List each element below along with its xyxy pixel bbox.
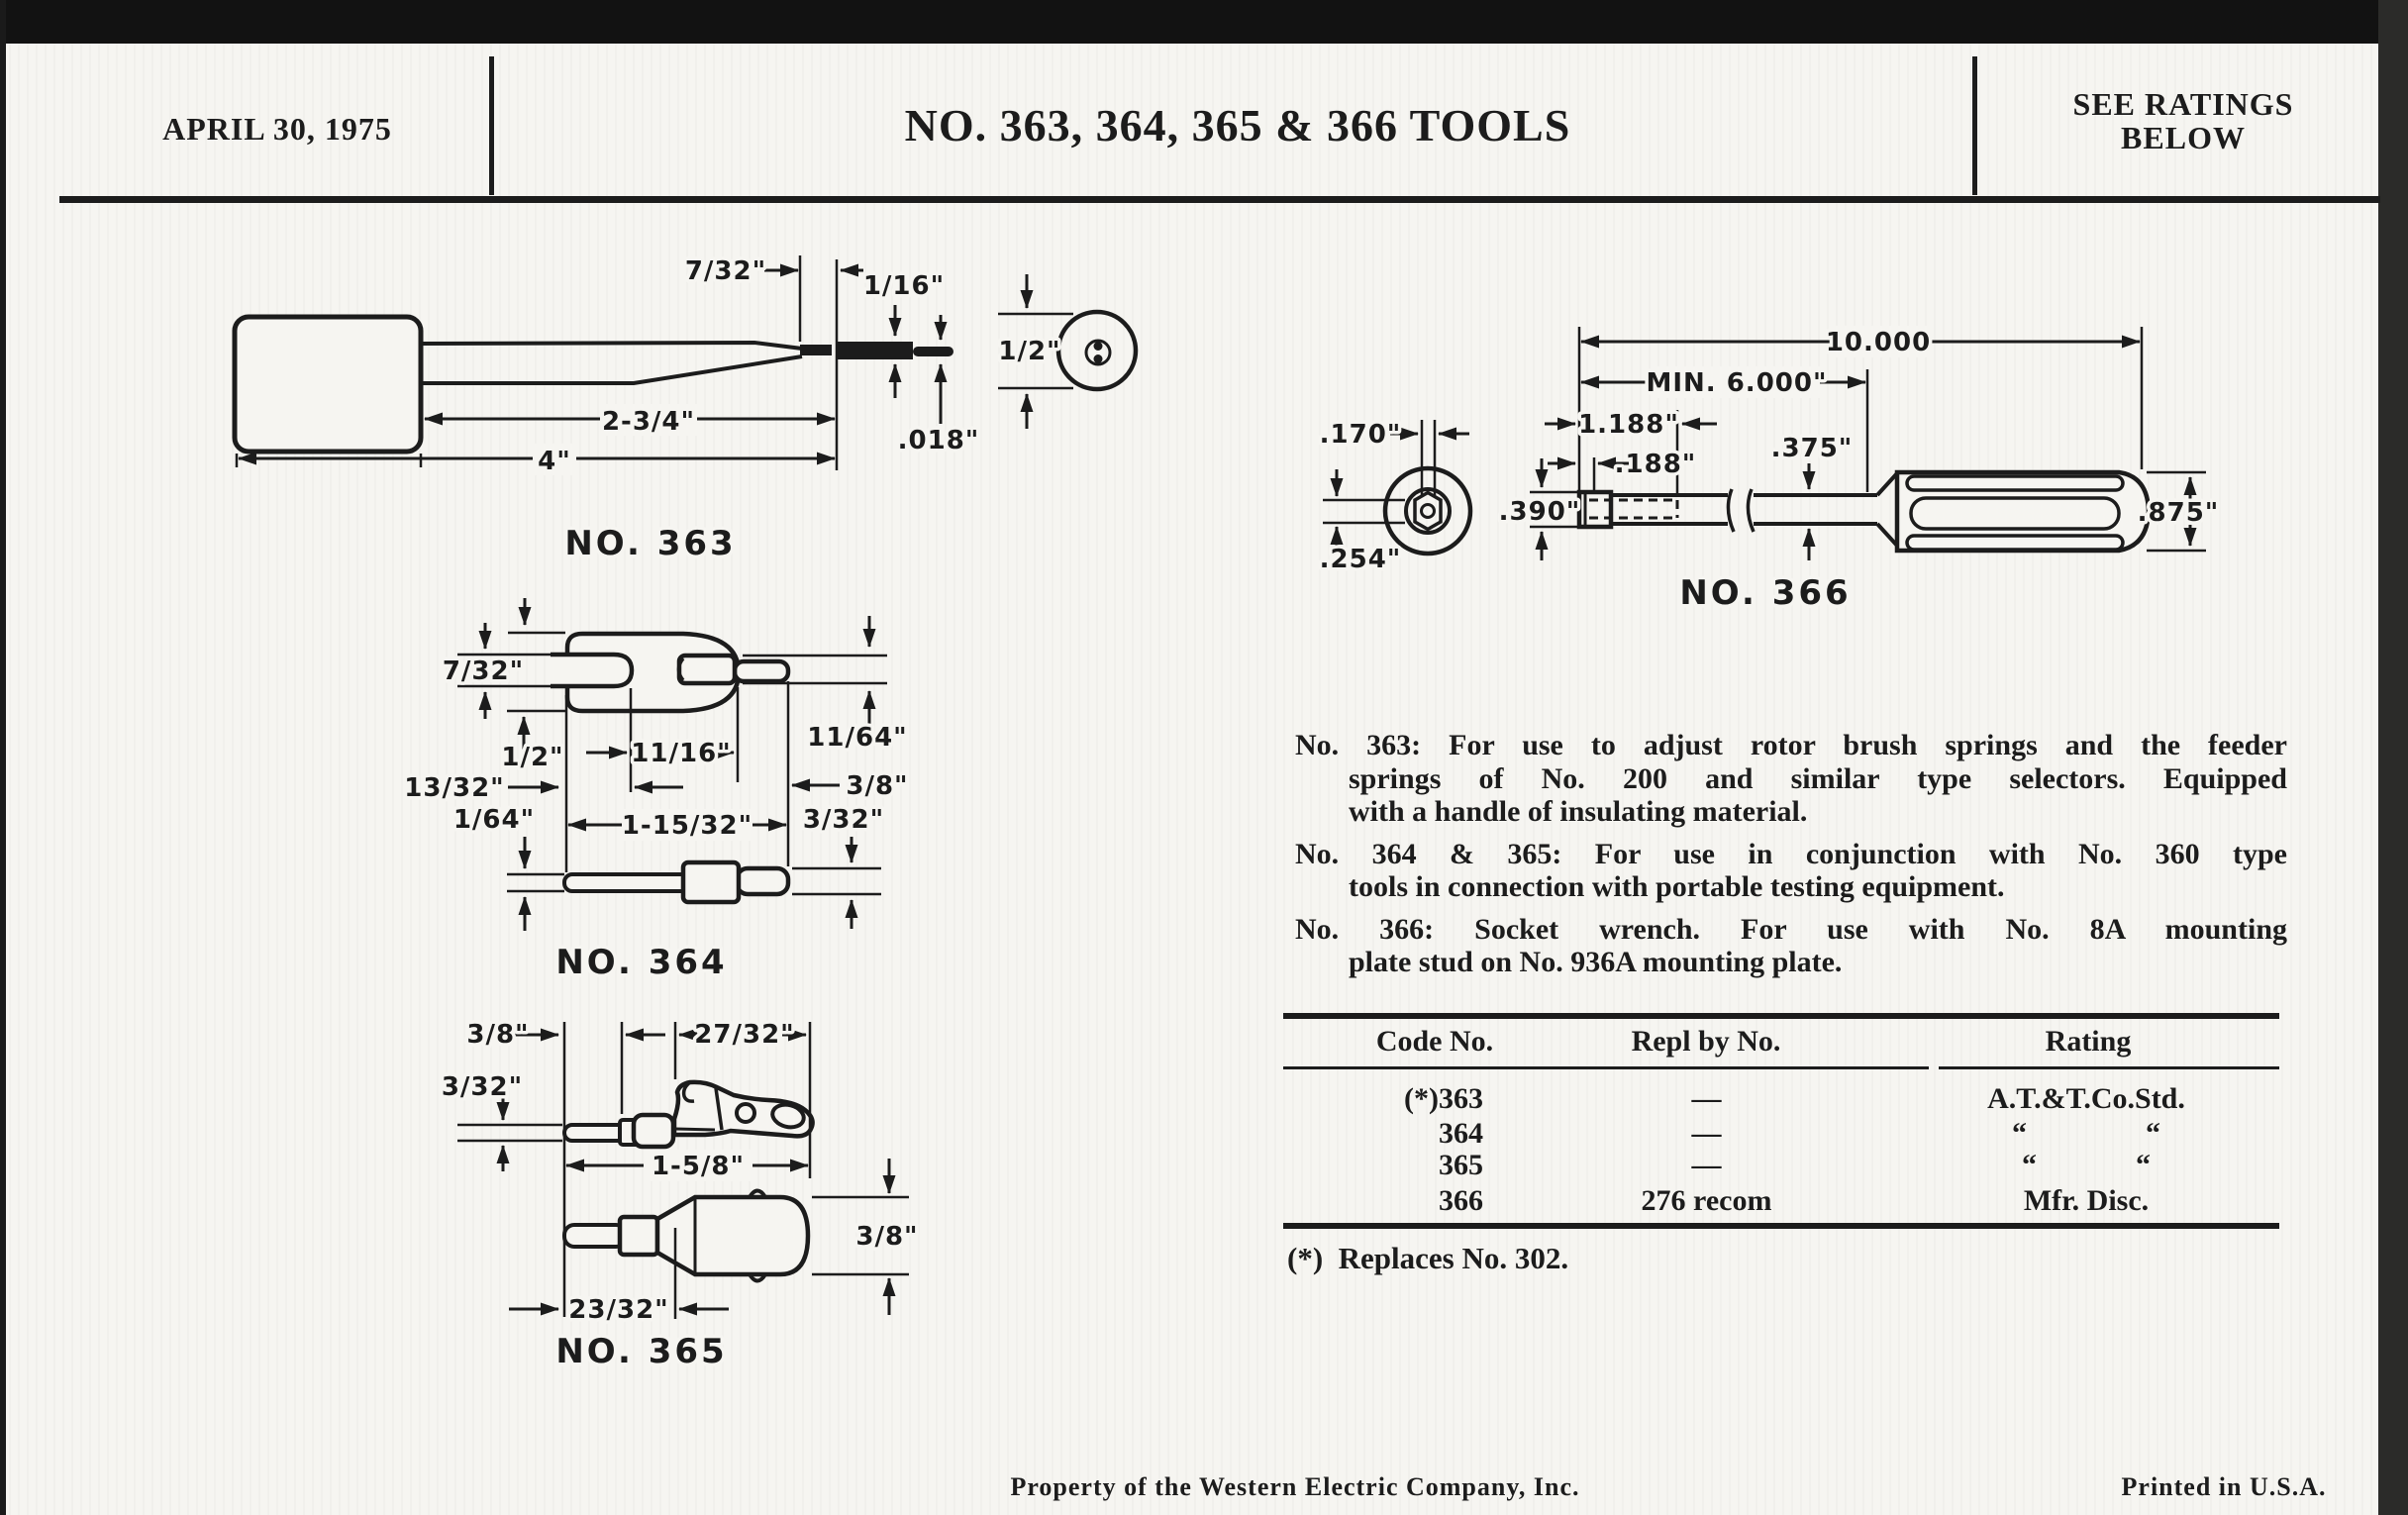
dim-366-min6: MIN. 6.000" — [1646, 368, 1828, 398]
dim-363-1-16: 1/16" — [862, 271, 946, 301]
dim-366-1188: 1.188" — [1578, 410, 1679, 440]
dim-364-7-32: 7/32" — [442, 656, 525, 686]
dim-366-875: .875" — [2137, 498, 2220, 528]
label-365: NO. 365 — [555, 1332, 728, 1371]
drawing-363 — [235, 255, 1136, 563]
column-header-repl: Repl by No. — [1631, 1025, 1781, 1058]
dim-365-27-32: 27/32" — [694, 1020, 795, 1050]
table-rule-bottom — [1283, 1223, 2279, 1229]
cell-rating: Mfr. Disc. — [2023, 1184, 2150, 1217]
dim-364-3-8: 3/8" — [846, 771, 909, 801]
dim-366-254: .254" — [1319, 545, 1402, 574]
cell-rating: A.T.&T.Co.Std. — [1987, 1082, 2185, 1115]
description-line: No. 363: For use to adjust rotor brush springs and the feeder — [1295, 729, 2287, 761]
dim-363-7-32: 7/32" — [684, 256, 767, 286]
dim-364-11-64: 11/64" — [807, 723, 908, 753]
cell-repl: — — [1691, 1082, 1722, 1115]
tool-descriptions — [1295, 729, 2287, 988]
dim-365-1-5-8: 1-5/8" — [651, 1152, 746, 1181]
description-line: No. 366: Socket wrench. For use with No. 8A mounting — [1295, 912, 2287, 946]
drawing-366 — [1320, 326, 2220, 613]
cell-rating: “ “ — [2012, 1117, 2160, 1150]
description-line: springs of No. 200 and similar type selectors. Equipped — [1349, 761, 2287, 795]
column-header-rating: Rating — [2045, 1025, 2132, 1058]
dim-363-1-2: 1/2" — [998, 337, 1061, 366]
dim-364-1-2: 1/2" — [501, 743, 564, 772]
dim-366-170: .170" — [1319, 420, 1402, 450]
dim-364-11-16: 11/16" — [631, 739, 732, 768]
dim-365-3-32: 3/32" — [441, 1072, 524, 1102]
dim-363-4: 4" — [538, 447, 571, 476]
cell-rating: “ “ — [2021, 1149, 2151, 1181]
description-line: No. 364 & 365: For use in conjunction with No. 360 type — [1295, 837, 2287, 870]
see-ratings-line2: BELOW — [2121, 120, 2246, 155]
table-rule-mid-left — [1283, 1066, 1929, 1069]
table-footnote: (*) Replaces No. 302. — [1287, 1241, 1569, 1275]
dim-364-3-32: 3/32" — [802, 805, 885, 835]
see-ratings-line1: SEE RATINGS — [2072, 86, 2294, 122]
description-364-365 — [1295, 838, 2287, 904]
cell-code: 366 — [1439, 1184, 1483, 1217]
dim-365-23-32: 23/32" — [568, 1295, 669, 1325]
footer-property-note: Property of the Western Electric Company, Inc. — [1010, 1472, 1580, 1501]
page-title: NO. 363, 364, 365 & 366 TOOLS — [904, 100, 1571, 151]
dim-364-13-32: 13/32" — [404, 773, 505, 803]
label-366: NO. 366 — [1679, 573, 1852, 613]
footer-printed-note: Printed in U.S.A. — [2121, 1472, 2327, 1501]
cell-repl: 276 recom — [1641, 1184, 1772, 1217]
table-rule-mid-right — [1939, 1066, 2279, 1069]
column-header-code: Code No. — [1375, 1025, 1494, 1058]
label-363: NO. 363 — [564, 524, 737, 563]
dim-366-10: 10.000 — [1825, 328, 1932, 357]
description-line: with a handle of insulating material. — [1349, 795, 1808, 828]
dim-364-1-64: 1/64" — [452, 805, 536, 835]
cell-code: 364 — [1439, 1117, 1483, 1150]
label-364: NO. 364 — [555, 943, 728, 982]
dim-366-390: .390" — [1498, 497, 1581, 527]
drawing-364 — [404, 598, 908, 982]
dim-365-3-8: 3/8" — [466, 1020, 530, 1050]
header-date: APRIL 30, 1975 — [162, 111, 392, 147]
dim-366-375: .375" — [1770, 434, 1854, 463]
dim-365-3-8-right: 3/8" — [855, 1222, 919, 1252]
drawing-365 — [442, 1020, 919, 1371]
cell-repl: — — [1691, 1117, 1722, 1150]
table-rule-top — [1283, 1013, 2279, 1019]
dim-363-018: .018" — [897, 426, 980, 455]
description-line: tools in connection with portable testing equipment. — [1349, 870, 2005, 903]
cell-code: 365 — [1439, 1149, 1483, 1181]
ratings-table — [1283, 1013, 2279, 1270]
cell-repl: — — [1691, 1149, 1722, 1181]
dim-366-188: .188" — [1614, 450, 1697, 479]
dim-364-1-15-32: 1-15/32" — [621, 811, 753, 841]
description-363 — [1295, 729, 2287, 829]
dim-363-2-3-4: 2-3/4" — [601, 407, 696, 437]
cell-code: (*)363 — [1404, 1082, 1483, 1115]
description-line: plate stud on No. 936A mounting plate. — [1349, 946, 1843, 978]
description-366 — [1295, 913, 2287, 979]
